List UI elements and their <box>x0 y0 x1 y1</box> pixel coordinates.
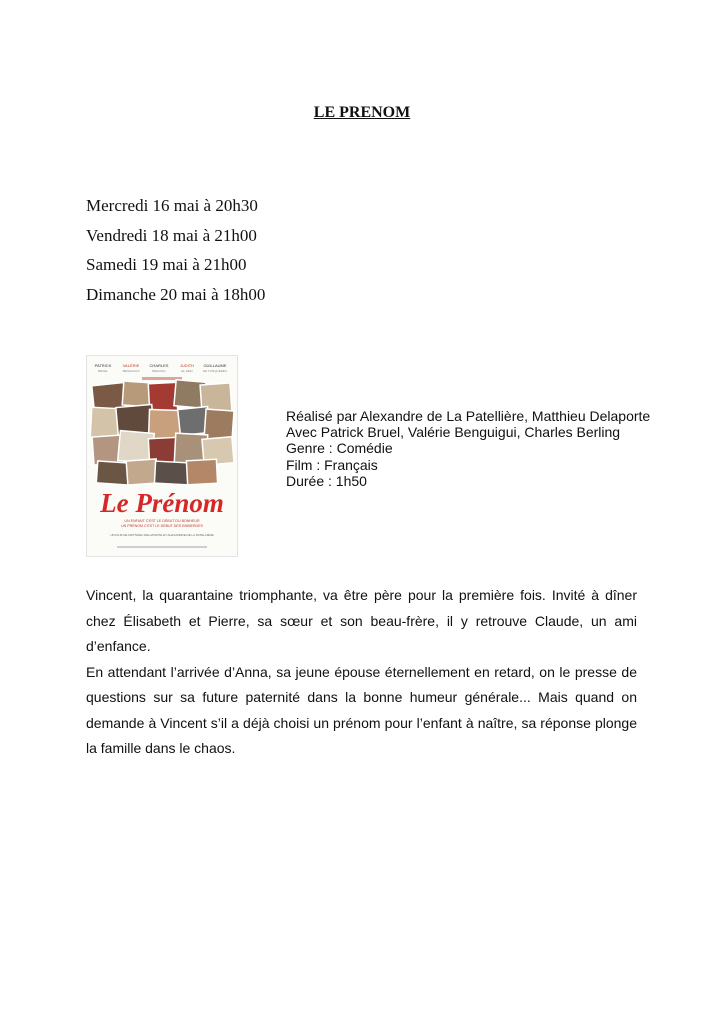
poster-tagline: UN ENFANT C'EST LE DÉBUT DU BONHEUR <box>124 519 200 523</box>
poster-cast-first: GUILLAUME <box>203 363 227 368</box>
genre-line: Genre : Comédie <box>286 440 393 457</box>
schedule-item: Vendredi 18 mai à 21h00 <box>86 225 257 245</box>
poster-title: Le Prénom <box>100 488 224 518</box>
poster-art <box>87 356 237 556</box>
schedule-list <box>86 191 265 309</box>
poster-cast-last: BENGUIGUI <box>122 369 140 373</box>
director-line: Réalisé par Alexandre de La Patellière, Matthieu Delaporte <box>286 408 651 424</box>
duration-line: Durée : 1h50 <box>286 472 367 489</box>
poster-cast-last: BERLING <box>152 369 166 373</box>
poster-cast-first: PATRICK <box>94 363 112 368</box>
poster-tagline: UN PRÉNOM C'EST LE DÉBUT DES EMMERDES <box>121 524 203 528</box>
poster-cast-first: JUDITH <box>179 363 195 368</box>
poster-cast-last: BRUEL <box>97 369 109 373</box>
synopsis-paragraph: En attendant l’arrivée d’Anna, sa jeune épouse éternellement en retard, on le presse de questions sur sa future paternité dans la bonne humeur générale... Mais quand on demande à Vincent s’il a déjà choisi un prénom pour l’enfant à naître, sa réponse plonge la famille dans le chaos. <box>86 663 637 756</box>
poster-credit: UN FILM DE MATTHIEU DELAPORTE ET ALEXANDRE DE LA PATELLIÈRE <box>110 533 214 537</box>
cast-line: Avec Patrick Bruel, Valérie Benguigui, Charles Berling <box>286 424 621 441</box>
synopsis <box>86 583 637 762</box>
page-title: LE PRENOM <box>313 104 411 121</box>
movie-poster <box>86 355 238 557</box>
poster-cast-first: VALÉRIE <box>122 363 140 368</box>
poster-cast-last: DE TONQUEDEC <box>202 369 228 373</box>
schedule-item: Mercredi 16 mai à 20h30 <box>86 196 258 215</box>
schedule-item: Samedi 19 mai à 21h00 <box>86 255 247 274</box>
schedule-item: Dimanche 20 mai à 18h00 <box>86 284 266 304</box>
poster-cast-last: EL ZEIN <box>181 369 193 373</box>
poster-cast-first: CHARLES <box>149 363 169 368</box>
nationality-line: Film : Français <box>286 456 378 473</box>
film-credits <box>286 408 666 489</box>
synopsis-paragraph: Vincent, la quarantaine triomphante, va être père pour la première fois. Invité à dîner chez Élisabeth et Pierre, sa sœur et son beau-frère, il y retrouve Claude, un ami d’enfance. <box>86 587 637 654</box>
